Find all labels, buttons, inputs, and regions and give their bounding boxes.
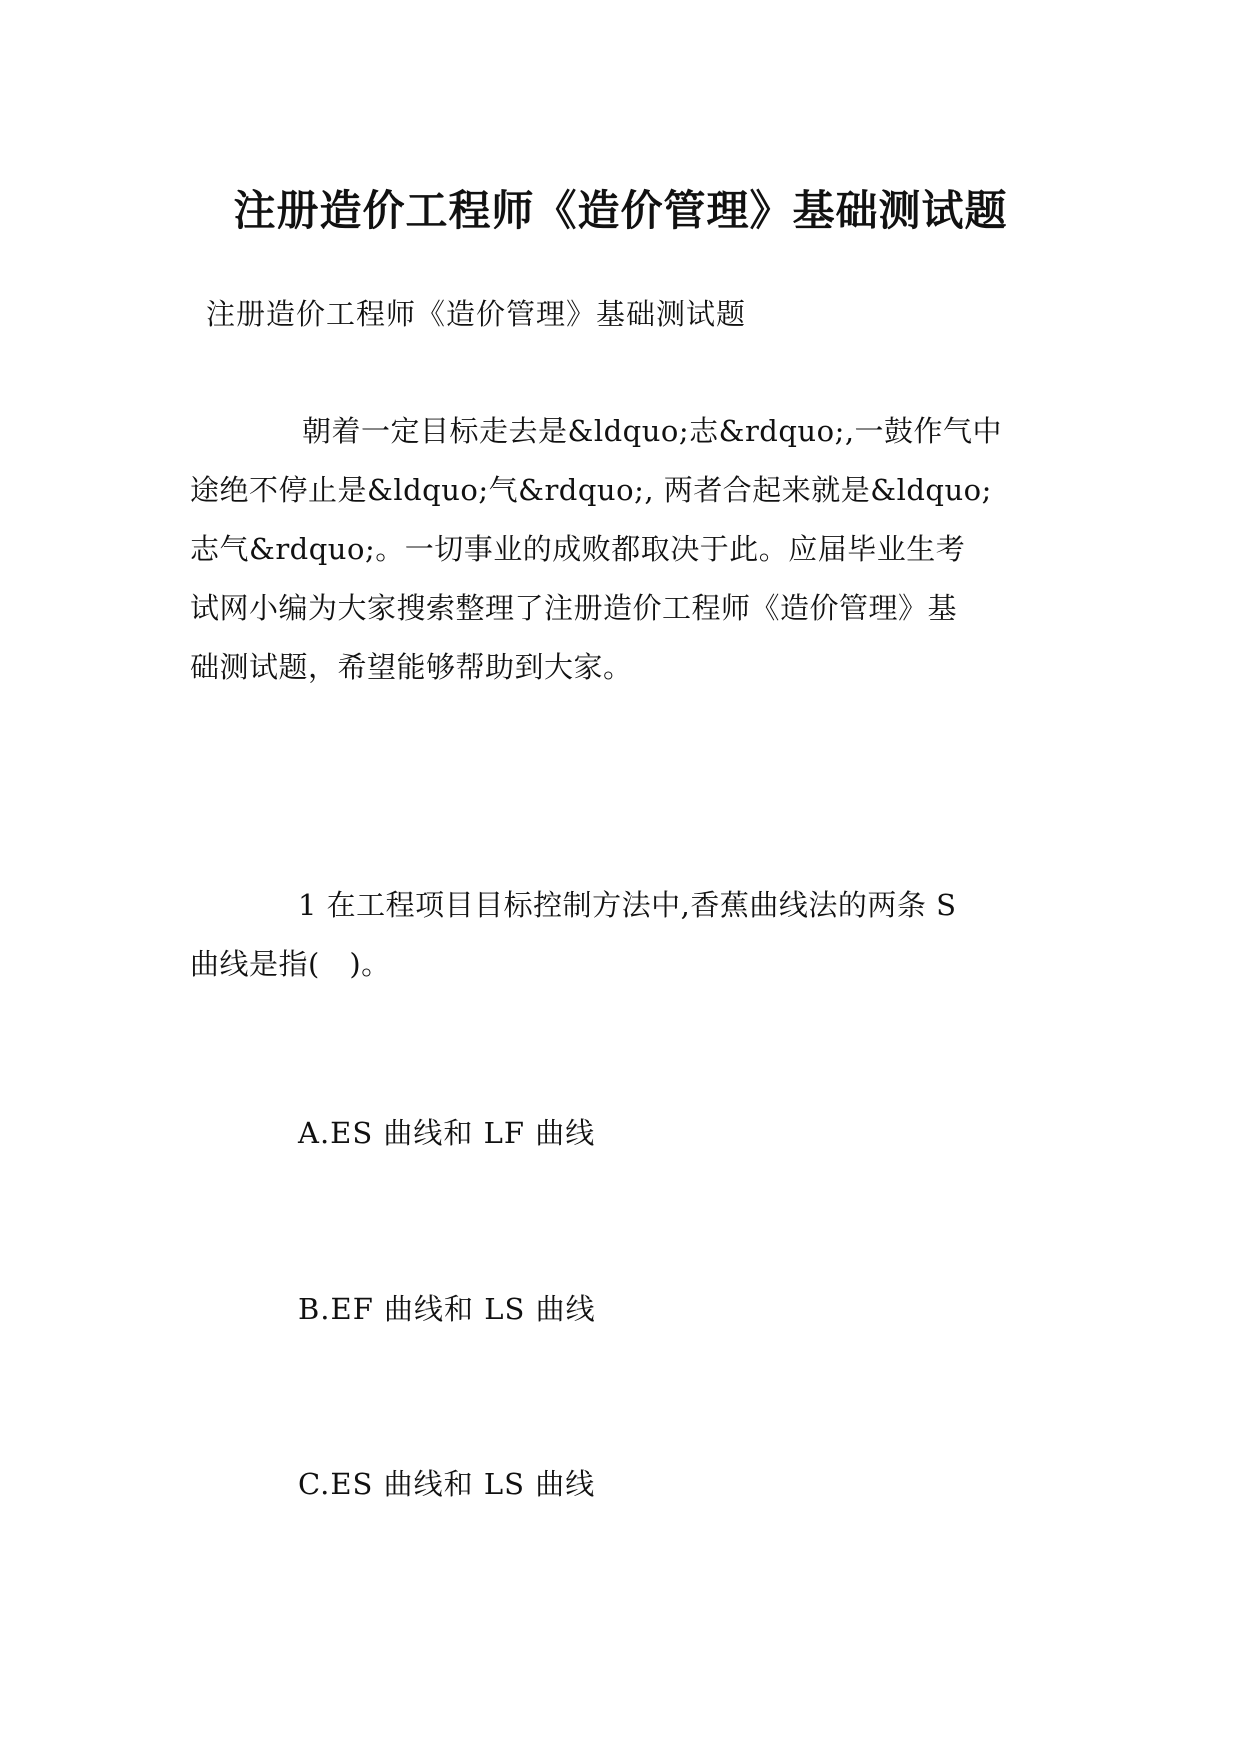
intro-line: 志气&rdquo;。一切事业的成败都取决于此。应届毕业生考 [190,532,966,566]
intro-line: 途绝不停止是&ldquo;气&rdquo;, 两者合起来就是&ldquo; [190,473,992,507]
answer-option-a: A.ES 曲线和 LF 曲线 [298,1116,596,1150]
question-1 [190,876,1060,994]
intro-line: 试网小编为大家搜索整理了注册造价工程师《造价管理》基 [190,591,958,625]
intro-line: 朝着一定目标走去是&ldquo;志&rdquo;,一鼓作气中 [302,414,1003,448]
question-text-line: 1 在工程项目目标控制方法中,香蕉曲线法的两条 S [298,888,957,922]
intro-line: 础测试题，希望能够帮助到大家。 [190,650,633,684]
answer-option-b: B.EF 曲线和 LS 曲线 [298,1292,596,1326]
page-title: 注册造价工程师《造价管理》基础测试题 [233,186,1008,236]
question-text-line: 曲线是指( )。 [190,947,391,981]
document-subtitle: 注册造价工程师《造价管理》基础测试题 [206,297,747,331]
intro-paragraph [190,402,1060,697]
answer-option-c: C.ES 曲线和 LS 曲线 [298,1467,596,1501]
